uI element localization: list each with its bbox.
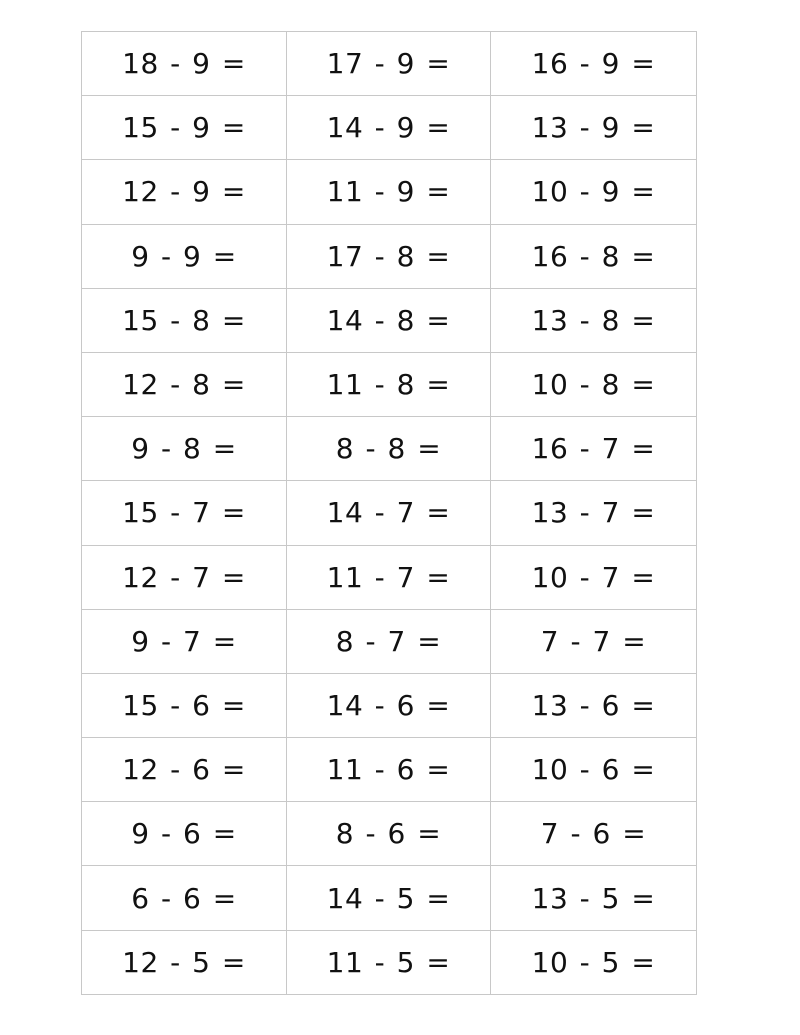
- problem-cell: 12 - 5 =: [82, 930, 287, 994]
- problem-cell: 17 - 8 =: [287, 224, 491, 288]
- problem-cell: 7 - 6 =: [491, 802, 697, 866]
- problem-cell: 10 - 9 =: [491, 160, 697, 224]
- table-row: [82, 160, 697, 224]
- table-row: [82, 288, 697, 352]
- problem-cell: 8 - 6 =: [287, 802, 491, 866]
- problem-cell: 12 - 8 =: [82, 352, 287, 416]
- problem-cell: 10 - 7 =: [491, 545, 697, 609]
- problem-cell: 9 - 8 =: [82, 417, 287, 481]
- problem-cell: 12 - 6 =: [82, 738, 287, 802]
- table-row: [82, 96, 697, 160]
- problem-cell: 16 - 8 =: [491, 224, 697, 288]
- problem-cell: 15 - 6 =: [82, 673, 287, 737]
- problem-cell: 8 - 8 =: [287, 417, 491, 481]
- problem-cell: 10 - 8 =: [491, 352, 697, 416]
- problem-cell: 14 - 7 =: [287, 481, 491, 545]
- problem-cell: 13 - 6 =: [491, 673, 697, 737]
- problem-cell: 12 - 9 =: [82, 160, 287, 224]
- problem-cell: 15 - 8 =: [82, 288, 287, 352]
- problem-cell: 12 - 7 =: [82, 545, 287, 609]
- problem-cell: 6 - 6 =: [82, 866, 287, 930]
- problem-cell: 11 - 5 =: [287, 930, 491, 994]
- problem-cell: 10 - 5 =: [491, 930, 697, 994]
- problem-cell: 17 - 9 =: [287, 32, 491, 96]
- problem-cell: 16 - 9 =: [491, 32, 697, 96]
- problem-cell: 9 - 9 =: [82, 224, 287, 288]
- problem-cell: 13 - 7 =: [491, 481, 697, 545]
- table-row: [82, 545, 697, 609]
- problem-cell: 13 - 5 =: [491, 866, 697, 930]
- problem-cell: 14 - 8 =: [287, 288, 491, 352]
- problem-cell: 11 - 7 =: [287, 545, 491, 609]
- table-row: [82, 224, 697, 288]
- problem-cell: 10 - 6 =: [491, 738, 697, 802]
- table-row: [82, 866, 697, 930]
- problem-cell: 11 - 9 =: [287, 160, 491, 224]
- table-row: [82, 738, 697, 802]
- problem-cell: 13 - 8 =: [491, 288, 697, 352]
- table-row: [82, 481, 697, 545]
- table-row: [82, 673, 697, 737]
- problem-cell: 14 - 5 =: [287, 866, 491, 930]
- table-row: [82, 609, 697, 673]
- problem-cell: 11 - 6 =: [287, 738, 491, 802]
- problem-cell: 14 - 6 =: [287, 673, 491, 737]
- problem-cell: 11 - 8 =: [287, 352, 491, 416]
- problem-cell: 14 - 9 =: [287, 96, 491, 160]
- problem-cell: 16 - 7 =: [491, 417, 697, 481]
- table-row: [82, 802, 697, 866]
- problem-cell: 7 - 7 =: [491, 609, 697, 673]
- problem-cell: 15 - 9 =: [82, 96, 287, 160]
- problem-cell: 9 - 6 =: [82, 802, 287, 866]
- problem-cell: 8 - 7 =: [287, 609, 491, 673]
- table-row: [82, 417, 697, 481]
- problem-cell: 13 - 9 =: [491, 96, 697, 160]
- problem-cell: 18 - 9 =: [82, 32, 287, 96]
- problem-cell: 9 - 7 =: [82, 609, 287, 673]
- worksheet-body: [82, 32, 697, 995]
- table-row: [82, 930, 697, 994]
- subtraction-worksheet-table: [81, 31, 697, 995]
- table-row: [82, 352, 697, 416]
- problem-cell: 15 - 7 =: [82, 481, 287, 545]
- table-row: [82, 32, 697, 96]
